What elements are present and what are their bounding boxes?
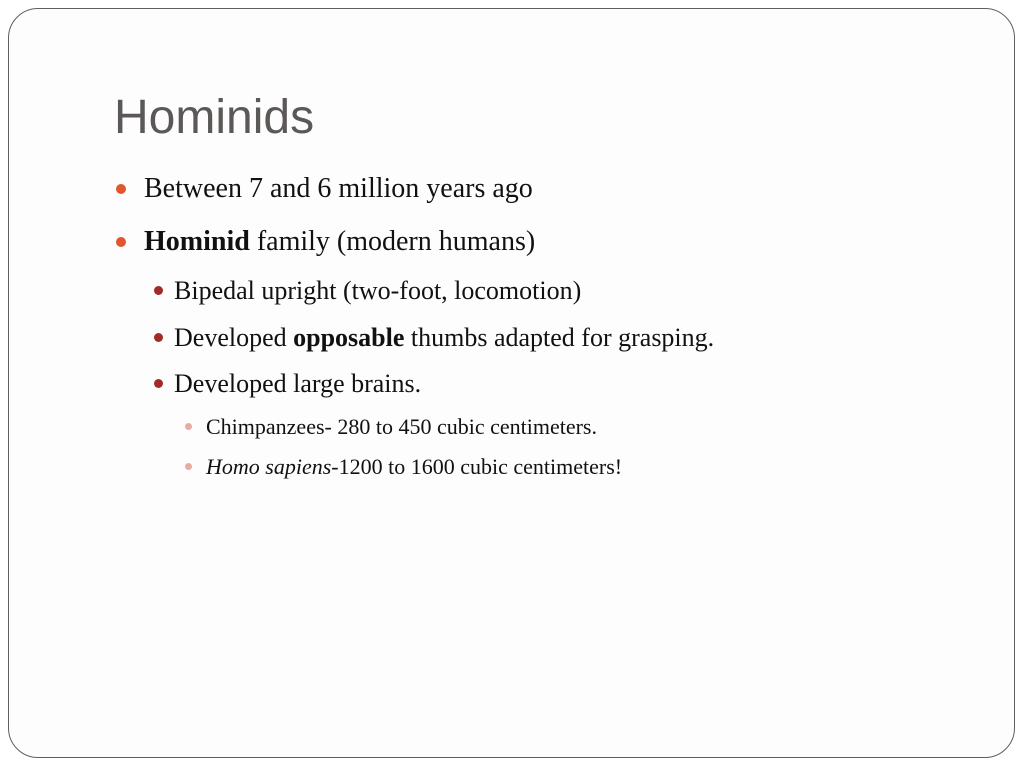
bullet-item: [174, 275, 581, 307]
slide-title: Hominids: [114, 91, 315, 144]
bullet-item: [144, 172, 533, 206]
bullet-text: Between 7 and 6 million years ago: [144, 173, 533, 204]
bullet-dot-icon: [154, 379, 163, 388]
bullet-text: Developed: [174, 323, 294, 352]
bullet-dot-icon: [185, 423, 192, 430]
bullet-dot-icon: [185, 463, 192, 470]
bullet-text: -1200 to 1600 cubic centimeters!: [331, 454, 623, 479]
bullet-text: Bipedal upright (two-foot, locomotion): [174, 276, 582, 305]
bullet-dot-icon: [154, 333, 163, 342]
bullet-item: [174, 322, 714, 354]
bullet-bold-text: Hominid: [144, 226, 250, 257]
bullet-text: thumbs adapted for grasping.: [404, 323, 715, 352]
bullet-item: [206, 413, 597, 441]
bullet-item: [174, 368, 421, 400]
bullet-text: Developed large brains.: [174, 369, 422, 398]
bullet-italic-text: Homo sapiens: [206, 454, 332, 479]
bullet-dot-icon: [116, 184, 126, 194]
bullet-item: [206, 453, 622, 481]
bullet-dot-icon: [154, 286, 163, 295]
bullet-dot-icon: [116, 237, 126, 247]
bullet-text: Chimpanzees- 280 to 450 cubic centimeters.: [206, 414, 597, 439]
bullet-text: family (modern humans): [249, 226, 536, 257]
bullet-bold-text: opposable: [293, 323, 405, 352]
bullet-item: [144, 225, 535, 259]
